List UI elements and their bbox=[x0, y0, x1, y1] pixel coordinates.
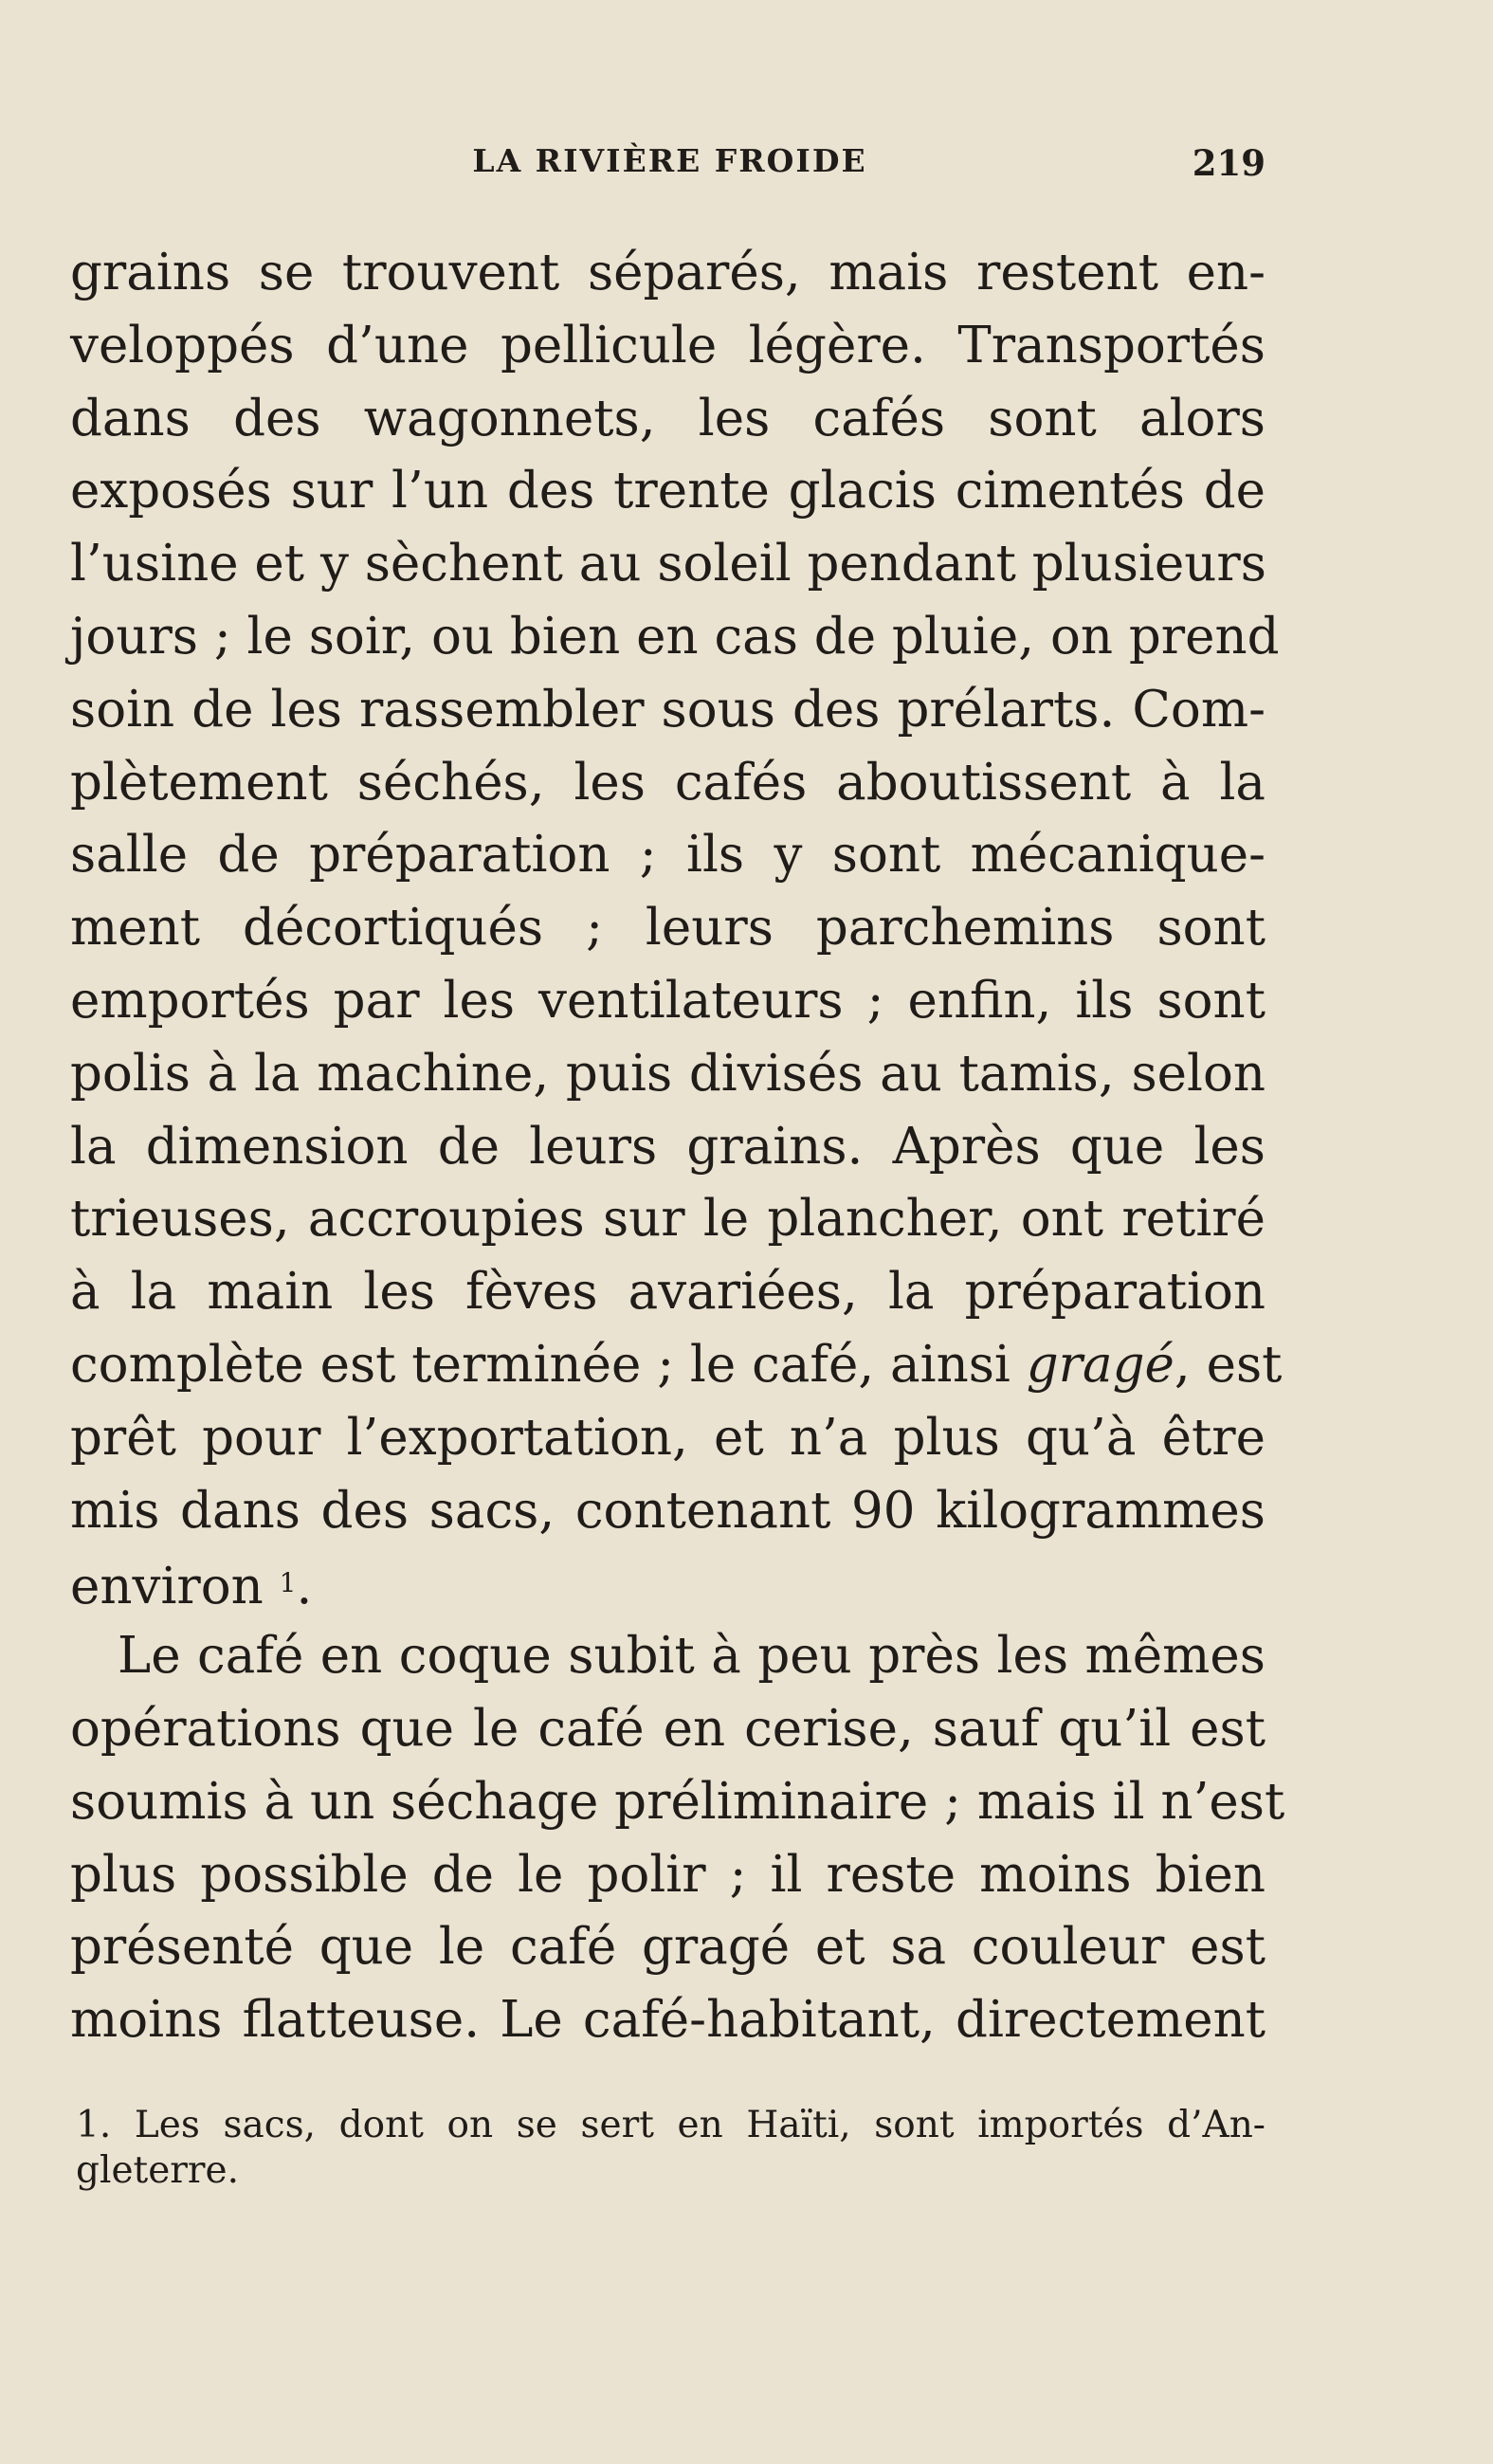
footnote-line bbox=[76, 2103, 1265, 2148]
text-line: présenté que le café gragé et sa couleur est bbox=[70, 1918, 1265, 1977]
body-text bbox=[70, 237, 1285, 2057]
text-line: plètement séchés, les cafés aboutissent à la bbox=[70, 753, 1265, 812]
text-line: l’usine et y sèchent au soleil pendant plusieurs bbox=[70, 535, 1266, 593]
text-line: Le café en coque subit à peu près les mêmes bbox=[118, 1627, 1265, 1686]
text-line: ment décortiqués ; leurs parchemins sont bbox=[70, 899, 1265, 958]
text-line: prêt pour l’exportation, et n’a plus qu’à être bbox=[70, 1408, 1265, 1467]
footnote-number: 1. bbox=[76, 2104, 112, 2146]
text-line: moins flatteuse. Le café-habitant, directement bbox=[70, 1991, 1265, 2050]
footnote bbox=[76, 2103, 1265, 2194]
text-line: dans des wagonnets, les cafés sont alors bbox=[70, 389, 1265, 447]
text-line: soin de les rassembler sous des prélarts. Com- bbox=[70, 680, 1265, 739]
text-line: à la main les fèves avariées, la préparation bbox=[70, 1263, 1265, 1322]
text-segment: . bbox=[296, 1558, 313, 1616]
text-line: opérations que le café en cerise, sauf qu’il est bbox=[70, 1699, 1265, 1758]
running-title: LA RIVIÈRE FROIDE bbox=[472, 142, 867, 179]
text-line: exposés sur l’un des trente glacis cimentés de bbox=[70, 462, 1265, 520]
text-segment: environ bbox=[70, 1558, 280, 1616]
text-line: trieuses, accroupies sur le plancher, ont retiré bbox=[70, 1190, 1265, 1249]
text-segment: complète est terminée ; le café, ainsi bbox=[70, 1335, 1027, 1394]
text-line: veloppés d’une pellicule légère. Transportés bbox=[70, 316, 1265, 374]
page-header bbox=[74, 142, 1265, 199]
text-segment: , est bbox=[1174, 1335, 1283, 1394]
footnote-line: gleterre. bbox=[76, 2149, 240, 2192]
text-line: grains se trouvent séparés, mais restent en- bbox=[70, 244, 1265, 301]
text-line: emportés par les ventilateurs ; enfin, ils sont bbox=[70, 971, 1265, 1030]
text-line: plus possible de le polir ; il reste moins bien bbox=[70, 1845, 1265, 1904]
footnote-text: Les sacs, dont on se sert en Haïti, sont importés d’An- bbox=[134, 2104, 1265, 2146]
text-line bbox=[70, 1547, 1265, 1620]
page-number: 219 bbox=[1192, 142, 1265, 184]
text-line: la dimension de leurs grains. Après que les bbox=[70, 1117, 1265, 1176]
text-line: jours ; le soir, ou bien en cas de pluie, on prend bbox=[70, 607, 1280, 666]
text-line: mis dans des sacs, contenant 90 kilogrammes bbox=[70, 1481, 1265, 1540]
text-line: polis à la machine, puis divisés au tamis, selon bbox=[70, 1044, 1265, 1103]
text-line: salle de préparation ; ils y sont mécanique- bbox=[70, 826, 1265, 885]
text-line bbox=[70, 1329, 1283, 1402]
footnote-reference: 1 bbox=[279, 1567, 297, 1599]
italic-term: gragé bbox=[1026, 1335, 1174, 1394]
text-line: soumis à un séchage préliminaire ; mais il n’est bbox=[70, 1772, 1285, 1831]
